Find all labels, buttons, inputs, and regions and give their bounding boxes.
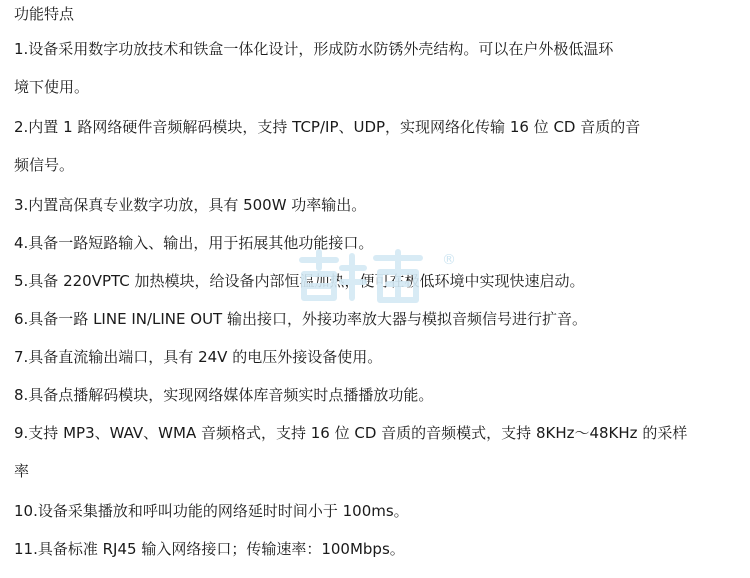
feature-item-2-line-2: 频信号。 (14, 156, 75, 174)
feature-item-9 (14, 414, 742, 490)
feature-item-9-line-2: 率 (14, 462, 30, 480)
feature-item-1-line-1: 1.设备采用数字功放技术和铁盒一体化设计，形成防水防锈外壳结构。可以在户外极低温环 (14, 40, 614, 58)
feature-item-1 (14, 30, 742, 106)
feature-item-8: 8.具备点播解码模块，实现网络媒体库音频实时点播播放功能。 (14, 386, 434, 404)
feature-item-3: 3.内置高保真专业数字功放，具有 500W 功率输出。 (14, 196, 367, 214)
section-title: 功能特点 (14, 5, 75, 23)
feature-item-10: 10.设备采集播放和呼叫功能的网络延时时间小于 100ms。 (14, 502, 409, 520)
feature-item-7: 7.具备直流输出端口，具有 24V 的电压外接设备使用。 (14, 348, 383, 366)
feature-item-9-line-1: 9.支持 MP3、WAV、WMA 音频格式，支持 16 位 CD 音质的音频模式，支持 8KHz～48KHz 的采样 (14, 424, 688, 442)
feature-item-2-line-1: 2.内置 1 路网络硬件音频解码模块，支持 TCP/IP、UDP，实现网络化传输 16 位 CD 音质的音 (14, 118, 641, 136)
feature-item-5: 5.具备 220VPTC 加热模块，给设备内部恒温加热，便可在极低环境中实现快速启动。 (14, 272, 585, 290)
registered-mark: ® (442, 252, 456, 268)
feature-item-11: 11.具备标准 RJ45 输入网络接口；传输速率：100Mbps。 (14, 540, 405, 558)
feature-item-4: 4.具备一路短路输入、输出，用于拓展其他功能接口。 (14, 234, 374, 252)
feature-item-1-line-2: 境下使用。 (14, 78, 90, 96)
feature-item-6: 6.具备一路 LINE IN/LINE OUT 输出接口，外接功率放大器与模拟音频信号进行扩音。 (14, 310, 587, 328)
feature-item-2 (14, 108, 742, 184)
